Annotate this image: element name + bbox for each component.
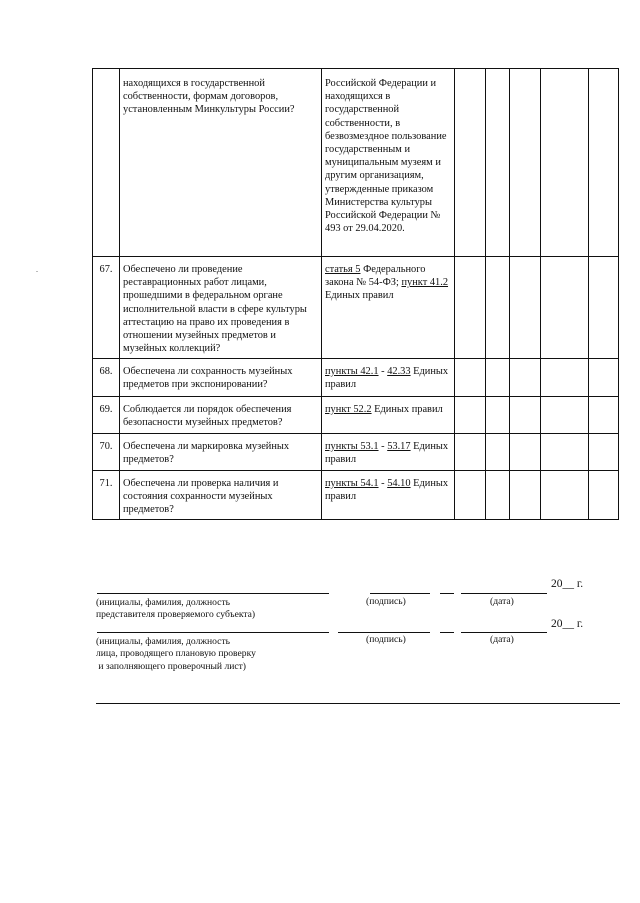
row-number: 70. — [93, 434, 120, 471]
date-month-line — [461, 632, 547, 633]
reference-link[interactable]: 53.17 — [387, 441, 411, 452]
checklist-table — [92, 68, 619, 520]
reference-link[interactable]: пункты 53.1 — [325, 441, 379, 452]
question-text: Обеспечена ли маркировка музейных предметов? — [120, 434, 322, 471]
signature-caption: (подпись) — [366, 634, 406, 645]
table-row — [93, 359, 619, 397]
name-line — [97, 593, 329, 594]
answer-cell-note — [541, 257, 589, 359]
answer-cell-no — [486, 69, 510, 257]
answer-cell-yes — [455, 257, 486, 359]
answer-cell-no — [486, 471, 510, 520]
answer-cell-note — [541, 397, 589, 434]
reference-text: Единых правил — [325, 478, 449, 503]
answer-cell-na — [510, 397, 541, 434]
answer-cell-note — [541, 434, 589, 471]
answer-cell-note — [541, 69, 589, 257]
answer-cell-na — [510, 359, 541, 397]
answer-cell-yes — [455, 359, 486, 397]
reference-link[interactable]: пункты 42.1 — [325, 366, 379, 377]
reference-link[interactable]: 54.10 — [387, 478, 411, 489]
date-caption: (дата) — [490, 596, 514, 607]
answer-cell-na — [510, 69, 541, 257]
answer-cell-extra — [589, 397, 619, 434]
question-text: Соблюдается ли порядок обеспечения безопасности музейных предметов? — [120, 397, 322, 434]
answer-cell-yes — [455, 397, 486, 434]
answer-cell-extra — [589, 69, 619, 257]
date-month-line — [461, 593, 547, 594]
reference-text: - — [378, 441, 388, 452]
year-field: 20__ г. — [551, 578, 584, 590]
answer-cell-yes — [455, 69, 486, 257]
signature-line — [338, 632, 430, 633]
name-line — [97, 632, 329, 633]
reference-link[interactable]: 42.33 — [387, 366, 411, 377]
row-number — [93, 69, 120, 257]
signature-line — [370, 593, 430, 594]
answer-cell-yes — [455, 434, 486, 471]
reference-link[interactable]: пункты 54.1 — [325, 478, 379, 489]
scan-speck — [36, 271, 38, 272]
answer-cell-no — [486, 397, 510, 434]
answer-cell-no — [486, 434, 510, 471]
table-row — [93, 397, 619, 434]
reference-text: - — [378, 478, 388, 489]
date-day-line — [440, 593, 454, 594]
reference-text: Единых правил — [325, 441, 449, 466]
answer-cell-note — [541, 359, 589, 397]
table-row — [93, 471, 619, 520]
answer-cell-extra — [589, 434, 619, 471]
date-day-line — [440, 632, 454, 633]
question-text: Обеспечена ли сохранность музейных предметов при экспонировании? — [120, 359, 322, 397]
requirement-reference — [322, 434, 455, 471]
reference-text: Единых правил — [325, 366, 449, 391]
table-row — [93, 434, 619, 471]
answer-cell-na — [510, 434, 541, 471]
answer-cell-na — [510, 257, 541, 359]
answer-cell-extra — [589, 471, 619, 520]
question-text: Обеспечена ли проверка наличия и состояния сохранности музейных предметов? — [120, 471, 322, 520]
closing-rule — [96, 703, 620, 704]
year-field: 20__ г. — [551, 618, 584, 630]
role-caption: (инициалы, фамилия, должность лица, проводящего плановую проверку и заполняющего проверочный лист) — [96, 636, 256, 672]
answer-cell-note — [541, 471, 589, 520]
reference-text: Федерального закона № 54-ФЗ; — [325, 264, 426, 289]
reference-link[interactable]: статья 5 — [325, 264, 361, 275]
date-caption: (дата) — [490, 634, 514, 645]
question-text: находящихся в государственной собственности, формам договоров, установленным Минкультуры России? — [120, 69, 322, 257]
requirement-reference — [322, 359, 455, 397]
requirement-reference: Российской Федерации и находящихся в государственной собственности, в безвозмездное пользование государственным и муниципальным музеям и другим организациям, утвержденные приказом Министерства культуры Российской Федерации № 493 от 29.04.2020. — [322, 69, 455, 257]
answer-cell-extra — [589, 257, 619, 359]
reference-text: Единых правил — [371, 404, 443, 415]
table-row-continuation — [93, 69, 619, 257]
signature-caption: (подпись) — [366, 596, 406, 607]
row-number: 69. — [93, 397, 120, 434]
answer-cell-extra — [589, 359, 619, 397]
row-number: 68. — [93, 359, 120, 397]
answer-cell-no — [486, 257, 510, 359]
answer-cell-no — [486, 359, 510, 397]
requirement-reference — [322, 397, 455, 434]
reference-text: - — [378, 366, 388, 377]
table-row — [93, 257, 619, 359]
answer-cell-yes — [455, 471, 486, 520]
requirement-reference — [322, 257, 455, 359]
role-caption: (инициалы, фамилия, должность представителя проверяемого субъекта) — [96, 597, 256, 621]
reference-link[interactable]: пункт 52.2 — [325, 404, 372, 415]
reference-link[interactable]: пункт 41.2 — [401, 277, 449, 289]
row-number: 67. — [93, 257, 120, 359]
requirement-reference — [322, 471, 455, 520]
reference-text: Единых правил — [325, 290, 394, 302]
answer-cell-na — [510, 471, 541, 520]
row-number: 71. — [93, 471, 120, 520]
question-text: Обеспечено ли проведение реставрационных работ лицами, прошедшими в федеральном органе исполнительной власти в сфере культуры аттестацию на право их проведения в отношении музейных предметов и музейных коллекций? — [120, 257, 322, 359]
